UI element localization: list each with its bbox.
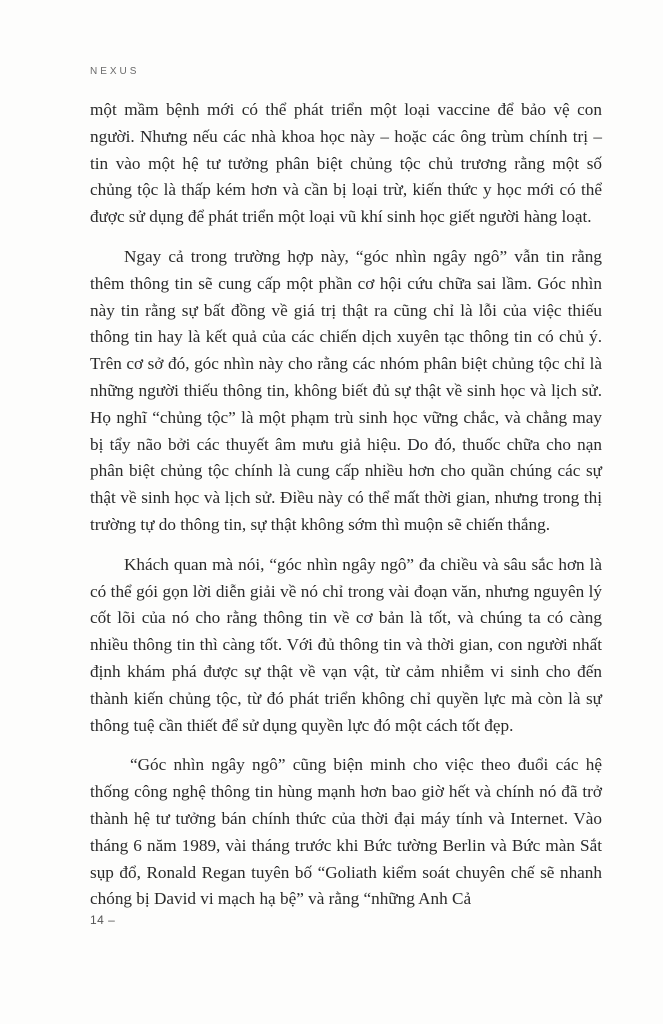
paragraph-3: Khách quan mà nói, “góc nhìn ngây ngô” đa chiều và sâu sắc hơn là có thể gói gọn lời diễn giải về nó chỉ trong vài đoạn văn, nhưng nguyên lý cốt lõi của nó cho rằng thông tin về cơ bản là tốt, và chúng ta có càng nhiều thông tin thì càng tốt. Với đủ thông tin và thời gian, con người nhất định khám phá được sự thật về vạn vật, từ cảm nhiễm vi sinh cho đến thành kiến chủng tộc, từ đó phát triển không chỉ quyền lực mà còn là sự thông tuệ cần thiết để sử dụng quyền lực đó một cách tốt đẹp.: [90, 554, 602, 735]
running-head: NEXUS: [90, 66, 140, 77]
paragraph-1: một mầm bệnh mới có thể phát triển một loại vaccine để bảo vệ con người. Nhưng nếu các nhà khoa học này – hoặc các ông trùm chính trị – tin vào một hệ tư tưởng phân biệt chủng tộc chủ trương rằng một số chủng tộc là thấp kém hơn và cần bị loại trừ, kiến thức y học mới có thể được sử dụng để phát triển một loại vũ khí sinh học giết người hàng loạt.: [90, 100, 602, 227]
paragraph-2: Ngay cả trong trường hợp này, “góc nhìn ngây ngô” vẫn tin rằng thêm thông tin sẽ cung cấp một phần cơ hội cứu chữa sai lầm. Góc nhìn này tin rằng sự bất đồng về giá trị thật ra cũng chỉ là lỗi của việc thiếu thông tin hay là kết quả của các chiến dịch xuyên tạc thông tin có chủ ý. Trên cơ sở đó, góc nhìn này cho rằng các nhóm phân biệt chủng tộc chỉ là những người thiếu thông tin, không biết đủ sự thật về sinh học và lịch sử. Họ nghĩ “chủng tộc” là một phạm trù sinh học vững chắc, và chẳng may bị tẩy não bởi các thuyết âm mưu giả hiệu. Do đó, thuốc chữa cho nạn phân biệt chủng tộc chính là cung cấp nhiều hơn cho quần chúng các sự thật về sinh học và lịch sử. Điều này có thể mất thời gian, nhưng trong thị trường tự do thông tin, sự thật không sớm thì muộn sẽ chiến thắng.: [90, 246, 602, 534]
page-number: 14 –: [90, 913, 116, 927]
paragraph-4: “Góc nhìn ngây ngô” cũng biện minh cho việc theo đuổi các hệ thống công nghệ thông tin hùng mạnh hơn bao giờ hết và chính nó đã trở thành hệ tư tưởng bán chính thức của thời đại máy tính và Internet. Vào tháng 6 năm 1989, vài tháng trước khi Bức tường Berlin và Bức màn Sắt sụp đổ, Ronald Regan tuyên bố “Goliath kiểm soát chuyên chế sẽ nhanh chóng bị David vi mạch hạ bệ” và rằng “những Anh Cả: [90, 755, 602, 909]
body-text: [90, 97, 602, 926]
